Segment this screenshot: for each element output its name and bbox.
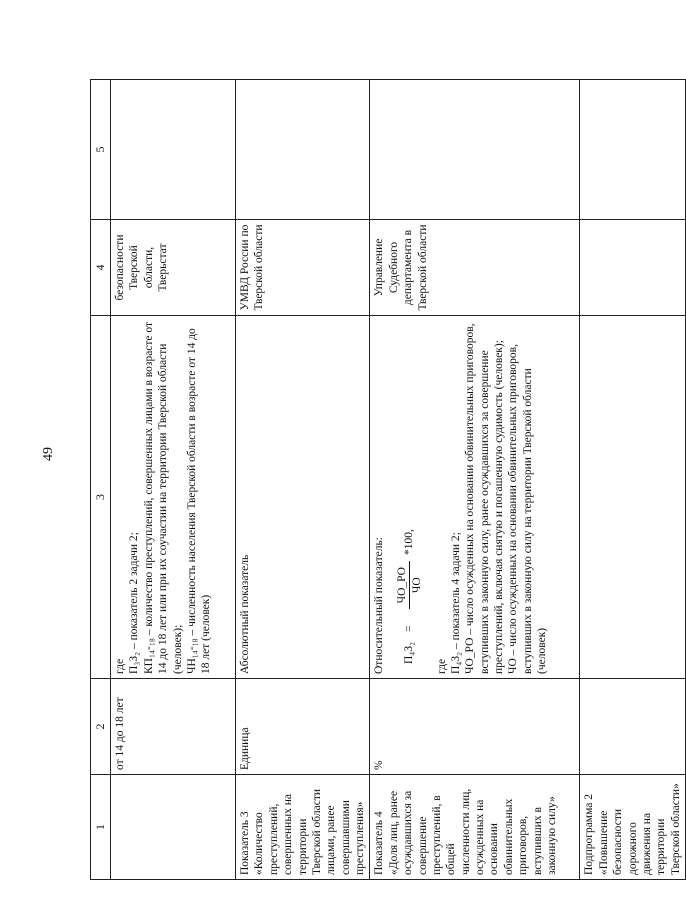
cell-unit xyxy=(580,679,686,775)
method-line: ЧО_РО – число осужденных на основании обвинительных приговоров, вступивших в законную силу, ранее осуждавшихся за совершение преступлений, включая снятую и погашенную судимость (человек); xyxy=(464,323,505,674)
cell-source: УМВД России по Тверской области xyxy=(236,220,370,316)
col-header-2: 2 xyxy=(91,679,111,775)
formula-fraction xyxy=(395,561,425,609)
col-header-1: 1 xyxy=(91,775,111,880)
cell-source: Управление Судебного департамента в Тверской области xyxy=(370,220,580,316)
cell-unit: Единица xyxy=(236,679,370,775)
method-line: П₄З₂ – показатель 4 задачи 2; xyxy=(449,532,462,674)
cell-method xyxy=(580,316,686,679)
rotated-table-container xyxy=(90,80,682,880)
cell-extra xyxy=(111,80,236,220)
method-line: ЧН₁₄-₁₈ – численность населения Тверской области в возрасте от 14 до 18 лет (человек) xyxy=(185,328,213,674)
cell-method xyxy=(370,316,580,679)
cell-method xyxy=(111,316,236,679)
method-line: где xyxy=(435,658,448,674)
indicator-title: «Доля лиц, ранее осуждавшихся за совершение преступлений, в общей численности лиц, осужденных на основании обвинительных приговоров, вступивших в законную силу» xyxy=(387,788,558,875)
cell-extra xyxy=(580,80,686,220)
formula-denominator: ЧО xyxy=(411,577,424,594)
cell-method xyxy=(236,316,370,679)
table-row-subprogram-2 xyxy=(580,80,686,880)
cell-unit: % xyxy=(370,679,580,775)
table-header-row xyxy=(91,80,111,880)
subprogram-title: «Повышение безопасности дорожного движения на территории Тверской области» xyxy=(597,783,682,875)
method-line: где xyxy=(114,658,126,674)
method-line: КП₁₄-₁₈ – количество преступлений, совершенных лицами в возрасте от 14 до 18 лет или при их соучастии на территории Тверской области (человек); xyxy=(142,321,184,674)
formula xyxy=(395,320,425,664)
indicator-title: «Количество преступлений, совершенных на территории Тверской области лицами, ранее совершавшими преступления» xyxy=(253,789,366,875)
indicator-number: Показатель 3 xyxy=(239,811,251,875)
formula-lhs: П₄З₂ xyxy=(403,641,416,664)
table-row-continuation xyxy=(111,80,236,880)
col-header-3: 3 xyxy=(91,316,111,679)
indicator-number: Показатель 4 xyxy=(373,811,386,875)
cell-extra xyxy=(236,80,370,220)
cell-source: безопасности Тверской области, Тверьстат xyxy=(111,220,236,316)
cell-indicator-name xyxy=(580,775,686,880)
cell-indicator-name xyxy=(236,775,370,880)
cell-extra xyxy=(370,80,580,220)
cell-unit: от 14 до 18 лет xyxy=(111,679,236,775)
indicator-table xyxy=(90,79,686,880)
col-header-4: 4 xyxy=(91,220,111,316)
cell-source xyxy=(580,220,686,316)
cell-indicator-name xyxy=(111,775,236,880)
formula-equals: = xyxy=(403,625,416,632)
table-row-indicator-3 xyxy=(236,80,370,880)
page-number: 49 xyxy=(41,447,56,461)
table-row-indicator-4 xyxy=(370,80,580,880)
formula-tail: *100, xyxy=(403,529,416,556)
col-header-5: 5 xyxy=(91,80,111,220)
subprogram-number: Подпрограмма 2 xyxy=(583,793,596,875)
method-line: Абсолютный показатель xyxy=(239,554,251,674)
method-line: П₃З₂ – показатель 2 задачи 2; xyxy=(128,532,141,674)
method-intro: Относительный показатель: xyxy=(373,537,386,674)
method-line: ЧО – число осужденных на основании обвинительных приговоров, вступивших в законную силу на территории Тверской области (человек) xyxy=(507,344,549,674)
formula-numerator: ЧО_РО xyxy=(395,561,410,609)
cell-indicator-name xyxy=(370,775,580,880)
